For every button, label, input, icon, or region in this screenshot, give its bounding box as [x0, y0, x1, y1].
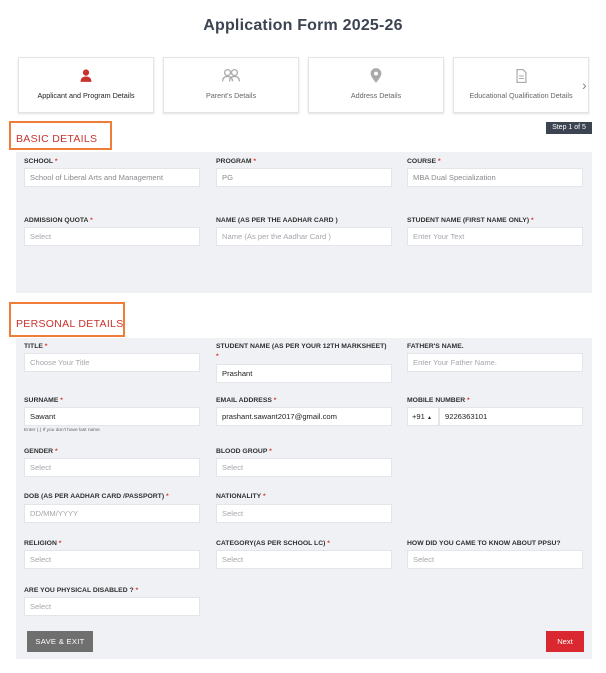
- field-label: NAME (AS PER THE AADHAR CARD ): [216, 217, 338, 224]
- document-icon: [454, 68, 588, 84]
- program-select[interactable]: PG: [216, 168, 392, 187]
- field-label: NATIONALITY *: [216, 493, 266, 500]
- tab-applicant-program[interactable]: [18, 57, 154, 113]
- field-label: STUDENT NAME (AS PER YOUR 12TH MARKSHEET): [216, 343, 387, 350]
- surname-input[interactable]: Sawant: [24, 407, 200, 426]
- gender-select[interactable]: Select: [24, 458, 200, 477]
- father-name-input[interactable]: Enter Your Father Name.: [407, 353, 583, 372]
- users-icon: [164, 68, 298, 84]
- title-select[interactable]: Choose Your Title: [24, 353, 200, 372]
- nationality-select[interactable]: Select: [216, 504, 392, 523]
- field-label: RELIGION *: [24, 540, 62, 547]
- step-indicator: Step 1 of 5: [546, 122, 592, 134]
- section-title: PERSONAL DETAILS: [16, 318, 124, 330]
- tab-label: Address Details: [350, 91, 402, 100]
- religion-select[interactable]: Select: [24, 550, 200, 569]
- user-icon: [19, 68, 153, 84]
- surname-hint: Enter (.) If you don't have last name: [24, 428, 100, 433]
- field-label: FATHER'S NAME.: [407, 343, 464, 350]
- dob-input[interactable]: DD/MM/YYYY: [24, 504, 200, 523]
- email-input[interactable]: prashant.sawant2017@gmail.com: [216, 407, 392, 426]
- field-label: DOB (AS PER AADHAR CARD /PASSPORT) *: [24, 493, 169, 500]
- field-label: EMAIL ADDRESS *: [216, 397, 277, 404]
- tab-label: Educational Qualification Details: [469, 91, 573, 100]
- save-exit-button[interactable]: SAVE & EXIT: [27, 631, 93, 652]
- field-label: MOBILE NUMBER *: [407, 397, 470, 404]
- chevron-right-icon[interactable]: ›: [582, 77, 587, 93]
- step-tabs: [18, 57, 590, 113]
- mobile-input[interactable]: 9226363101: [439, 407, 583, 426]
- next-button[interactable]: Next: [546, 631, 584, 652]
- name-aadhar-input[interactable]: Name (As per the Aadhar Card ): [216, 227, 392, 246]
- field-label: HOW DID YOU CAME TO KNOW ABOUT PPSU?: [407, 540, 561, 547]
- tab-education[interactable]: [453, 57, 589, 113]
- tab-parents[interactable]: [163, 57, 299, 113]
- page-title: Application Form 2025-26: [203, 17, 403, 34]
- field-label: TITLE *: [24, 343, 48, 350]
- required-mark: *: [216, 353, 219, 360]
- school-select[interactable]: School of Liberal Arts and Management: [24, 168, 200, 187]
- course-select[interactable]: MBA Dual Specialization: [407, 168, 583, 187]
- field-label: STUDENT NAME (FIRST NAME ONLY) *: [407, 217, 534, 224]
- category-select[interactable]: Select: [216, 550, 392, 569]
- field-label: PROGRAM *: [216, 158, 257, 165]
- caret-up-icon: ▲: [427, 415, 432, 421]
- field-label: ARE YOU PHYSICAL DISABLED ? *: [24, 587, 139, 594]
- how-know-select[interactable]: Select: [407, 550, 583, 569]
- map-pin-icon: [309, 68, 443, 84]
- field-label: BLOOD GROUP *: [216, 448, 272, 455]
- tab-label: Applicant and Program Details: [37, 91, 135, 100]
- field-label: CATEGORY(AS PER SCHOOL LC) *: [216, 540, 330, 547]
- tab-address[interactable]: [308, 57, 444, 113]
- admission-quota-select[interactable]: Select: [24, 227, 200, 246]
- field-label: GENDER *: [24, 448, 58, 455]
- country-code-select[interactable]: +91 ▲: [407, 407, 439, 426]
- field-label: COURSE *: [407, 158, 441, 165]
- blood-group-select[interactable]: Select: [216, 458, 392, 477]
- student-first-name-input[interactable]: Enter Your Text: [407, 227, 583, 246]
- tab-label: Parent's Details: [205, 91, 257, 100]
- disabled-select[interactable]: Select: [24, 597, 200, 616]
- field-label: SURNAME *: [24, 397, 63, 404]
- field-label: ADMISSION QUOTA *: [24, 217, 93, 224]
- field-label: SCHOOL *: [24, 158, 58, 165]
- student-name-input[interactable]: Prashant: [216, 364, 392, 383]
- section-title: BASIC DETAILS: [16, 133, 98, 145]
